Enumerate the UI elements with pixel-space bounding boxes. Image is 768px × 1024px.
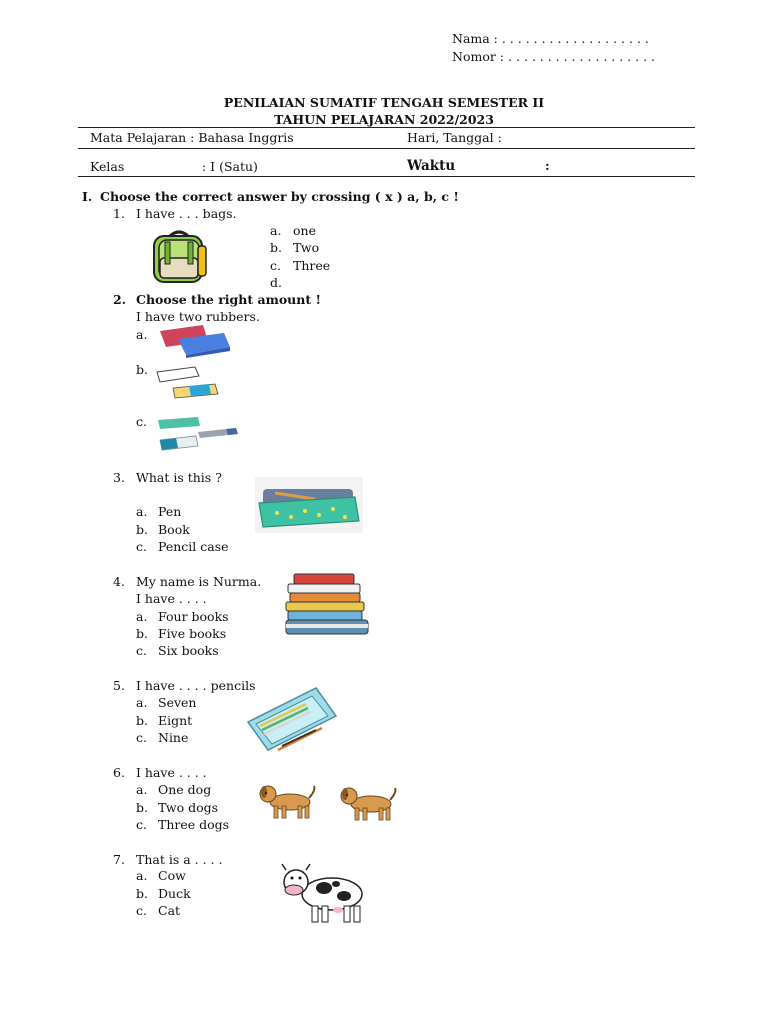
option-a-text[interactable]: Four books (158, 609, 229, 624)
question-number: 6. (113, 765, 125, 780)
option-a-text[interactable]: One dog (158, 782, 212, 797)
option-letter: c. (136, 817, 147, 832)
dog-icon (337, 784, 399, 822)
option-letter: c. (136, 643, 147, 658)
question-text: That is a . . . . (136, 852, 223, 867)
option-b-text[interactable]: Two (293, 240, 320, 255)
question-text: I have . . . . pencils (136, 678, 256, 693)
option-letter: b. (136, 522, 148, 537)
option-b-text[interactable]: Five books (158, 626, 227, 641)
option-letter: b. (136, 800, 148, 815)
cow-icon (278, 862, 370, 926)
pencil-case-icon (246, 686, 338, 756)
question-number: 4. (113, 574, 125, 589)
option-c-text[interactable]: Nine (158, 730, 189, 745)
option-c-text[interactable]: Three (293, 258, 331, 273)
option-a-text[interactable]: Seven (158, 695, 197, 710)
option-letter: a. (136, 504, 148, 519)
option-letter: a. (270, 223, 282, 238)
option-letter: a. (136, 868, 148, 883)
top-rule (78, 127, 695, 128)
eraser-icon (158, 323, 233, 359)
question-number: 7. (113, 852, 125, 867)
student-number-field: Nomor : . . . . . . . . . . . . . . . . . . . (452, 49, 655, 64)
option-letter[interactable]: b. (136, 362, 148, 377)
option-a-text[interactable]: Pen (158, 504, 182, 519)
question-number: 1. (113, 206, 125, 221)
option-letter: a. (136, 609, 148, 624)
option-letter: d. (270, 275, 282, 290)
student-name-field: Nama : . . . . . . . . . . . . . . . . . . . (452, 31, 649, 46)
bottom-rule (78, 176, 695, 177)
section-instruction: Choose the correct answer by crossing ( x ) a, b, c ! (100, 189, 459, 204)
question-text-2: I have . . . . (136, 591, 207, 606)
option-letter: a. (136, 782, 148, 797)
dog-icon (256, 782, 318, 820)
time-colon: : (545, 158, 550, 173)
question-title: Choose the right amount ! (136, 292, 321, 307)
option-letter: b. (136, 626, 148, 641)
option-c-text[interactable]: Pencil case (158, 539, 229, 554)
option-b-text[interactable]: Book (158, 522, 190, 537)
option-a-text[interactable]: Cow (158, 868, 186, 883)
question-text: I have . . . . (136, 765, 207, 780)
question-text: I have two rubbers. (136, 309, 260, 324)
option-c-text[interactable]: Three dogs (158, 817, 230, 832)
option-b-text[interactable]: Two dogs (158, 800, 219, 815)
option-a-text[interactable]: one (293, 223, 316, 238)
option-b-text[interactable]: Duck (158, 886, 191, 901)
option-c-text[interactable]: Cat (158, 903, 181, 918)
question-text: I have . . . bags. (136, 206, 237, 221)
option-b-text[interactable]: Eignt (158, 713, 193, 728)
exam-title: PENILAIAN SUMATIF TENGAH SEMESTER II (223, 95, 545, 110)
option-letter: a. (136, 695, 148, 710)
option-letter: c. (136, 903, 147, 918)
eraser-icon (156, 414, 240, 454)
subject-label: Mata Pelajaran : Bahasa Inggris (90, 130, 294, 145)
question-text: What is this ? (136, 470, 222, 485)
option-letter: b. (136, 713, 148, 728)
pencil-case-icon (255, 477, 363, 533)
option-letter: c. (270, 258, 281, 273)
section-number: I. (82, 189, 93, 204)
class-label: Kelas (90, 159, 125, 174)
option-letter: b. (136, 886, 148, 901)
day-date-label: Hari, Tanggal : (407, 130, 502, 145)
backpack-icon (150, 228, 208, 284)
time-label: Waktu (407, 158, 456, 174)
eraser-icon (155, 366, 225, 402)
option-letter[interactable]: a. (136, 327, 148, 342)
exam-year: TAHUN PELAJARAN 2022/2023 (274, 112, 494, 127)
option-letter: c. (136, 730, 147, 745)
middle-rule (78, 148, 695, 149)
class-value: : I (Satu) (202, 159, 258, 174)
option-letter[interactable]: c. (136, 414, 147, 429)
question-text: My name is Nurma. (136, 574, 262, 589)
question-number: 3. (113, 470, 125, 485)
question-number: 5. (113, 678, 125, 693)
question-number: 2. (113, 292, 127, 307)
option-letter: c. (136, 539, 147, 554)
books-icon (284, 572, 372, 638)
option-letter: b. (270, 240, 282, 255)
option-c-text[interactable]: Six books (158, 643, 219, 658)
